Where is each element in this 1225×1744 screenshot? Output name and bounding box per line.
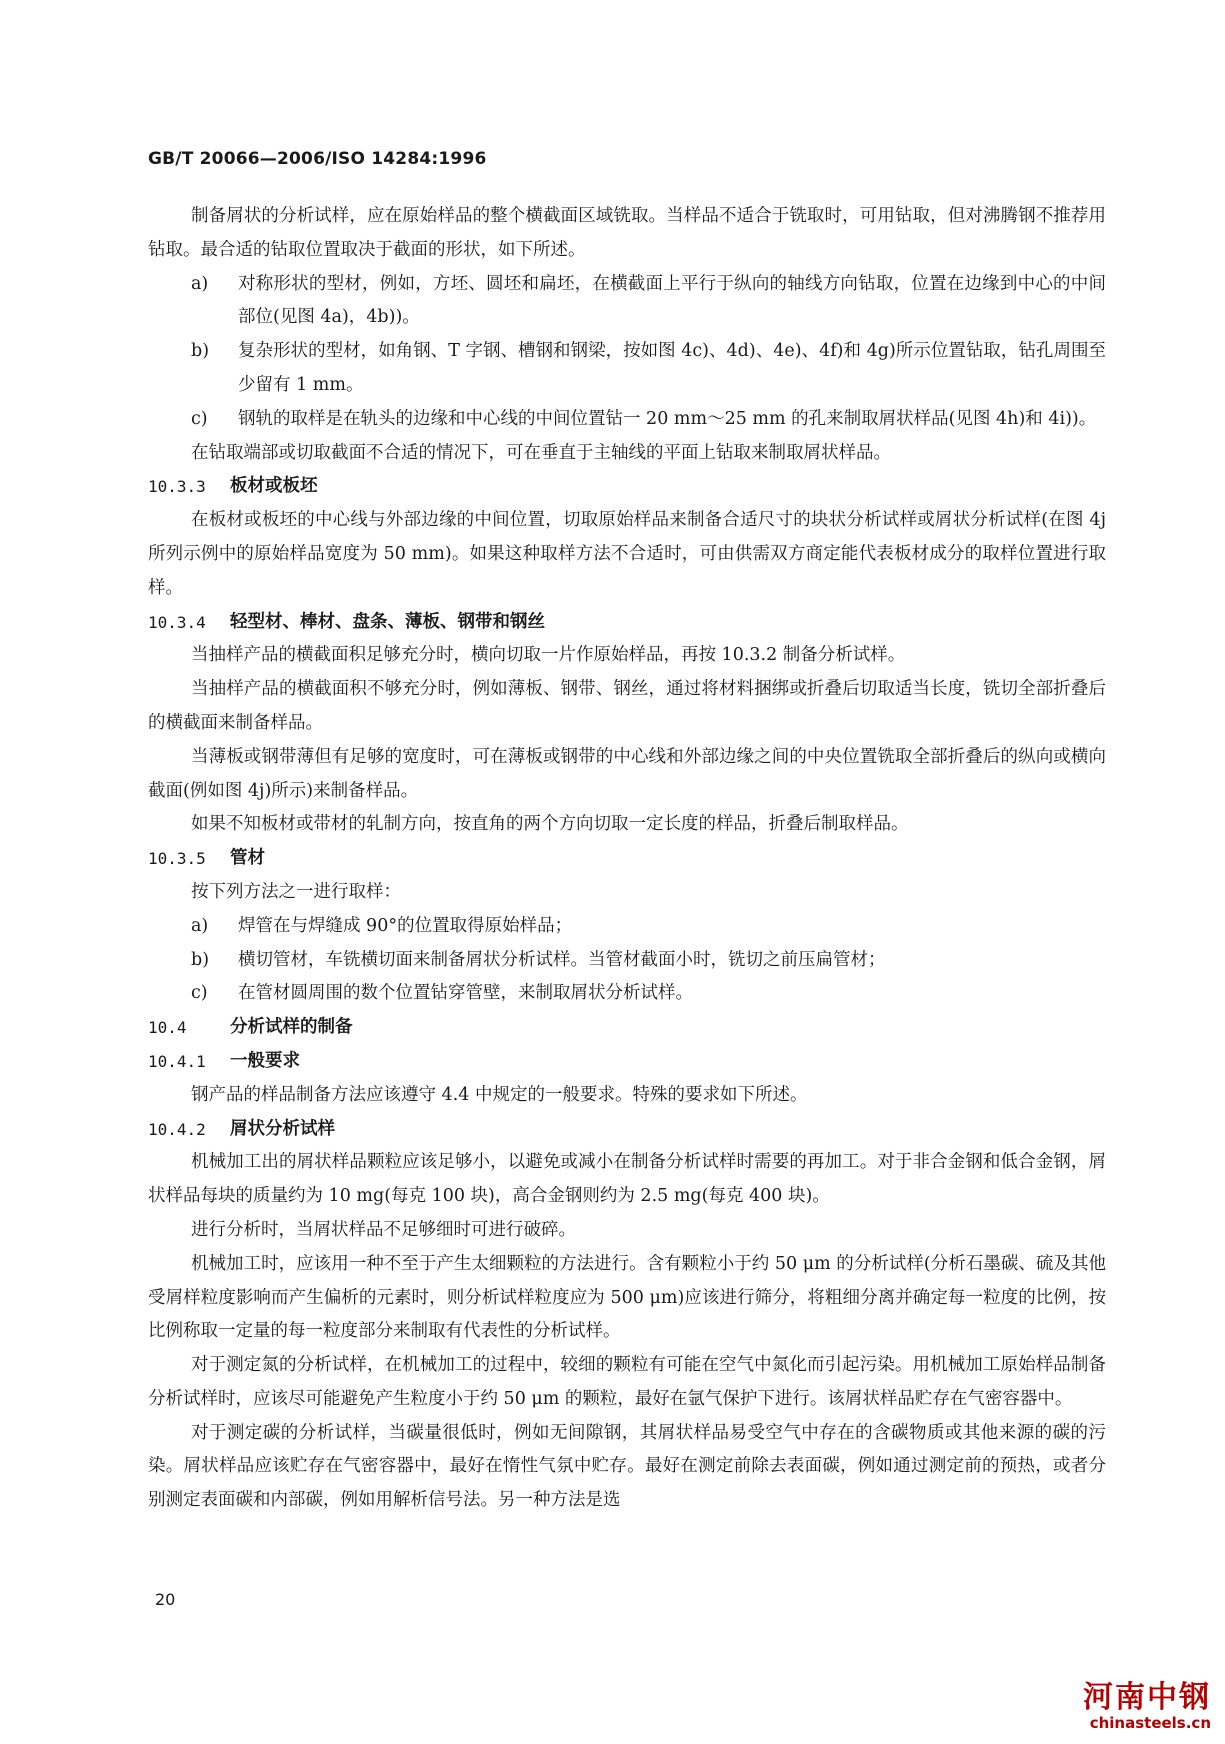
list-item — [148, 944, 1106, 978]
list-item-text: 横切管材，车铣横切面来制备屑状分析试样。当管材截面小时，铣切之前压扁管材； — [238, 949, 886, 970]
section-number: 10.3.5 — [148, 849, 206, 869]
section-title: 一般要求 — [230, 1050, 300, 1071]
paragraph: 在钻取端部或切取截面不合适的情况下，可在垂直于主轴线的平面上钻取来制取屑状样品。 — [191, 442, 891, 463]
watermark-logo — [1083, 1682, 1211, 1732]
paragraph: 对于测定氮的分析试样，在机械加工的过程中，较细的颗粒有可能在空气中氮化而引起污染。用机械加工原始样品制备分析试样时，应该尽可能避免产生粒度小于约 50 μm 的颗粒，最好在氩气保护下进行。该屑状样品贮存在气密容器中。 — [148, 1355, 1106, 1409]
section-heading — [148, 1045, 1106, 1079]
list-item-text: 对称形状的型材，例如，方坯、圆坯和扁坯，在横截面上平行于纵向的轴线方向钻取，位置在边缘到中心的中间部位(见图 4a)，4b))。 — [238, 273, 1106, 328]
paragraph: 机械加工时，应该用一种不至于产生太细颗粒的方法进行。含有颗粒小于约 50 μm 的分析试样(分析石墨碳、硫及其他受屑样粒度影响而产生偏析的元素时，则分析试样粒度应为 500 μm)应该进行筛分，将粗细分离并确定每一粒度的比例，按比例称取一定量的每一粒度部分来制取有代表性的分析试样。 — [148, 1253, 1106, 1342]
paragraph: 当抽样产品的横截面积足够充分时，横向切取一片作原始样品，再按 10.3.2 制备分析试样。 — [191, 645, 906, 666]
list-item-text: 钢轨的取样是在轨头的边缘和中心线的中间位置钻一 20 mm～25 mm 的孔来制取屑状样品(见图 4h)和 4i))。 — [238, 408, 1097, 429]
section-heading — [148, 470, 1106, 504]
page-number: 20 — [155, 1590, 176, 1609]
section-number: 10.4 — [148, 1018, 187, 1038]
list-item-marker: b) — [191, 949, 210, 970]
section-title: 板材或板坯 — [230, 476, 318, 497]
list-item — [148, 910, 1106, 944]
section-number: 10.4.1 — [148, 1051, 206, 1071]
section-title: 管材 — [230, 848, 265, 869]
paragraph: 进行分析时，当屑状样品不足够细时可进行破碎。 — [191, 1219, 576, 1240]
list-item-text: 在管材圆周围的数个位置钻穿管壁，来制取屑状分析试样。 — [238, 983, 693, 1004]
paragraph: 在板材或板坯的中心线与外部边缘的中间位置，切取原始样品来制备合适尺寸的块状分析试样或屑状分析试样(在图 4j 所列示例中的原始样品宽度为 50 mm)。如果这种取样方法不合适时，可由供需双方商定能代表板材成分的取样位置进行取样。 — [148, 510, 1106, 598]
section-heading — [148, 1011, 1106, 1045]
list-item-marker: c) — [191, 408, 208, 429]
section-title: 轻型材、棒材、盘条、薄板、钢带和钢丝 — [230, 611, 545, 632]
list-item-text: 复杂形状的型材，如角钢、T 字钢、槽钢和钢梁，按如图 4c)、4d)、4e)、4f)和 4g)所示位置钻取，钻孔周围至少留有 1 mm。 — [238, 341, 1106, 395]
list-item-marker: a) — [191, 915, 209, 936]
list-item-marker: b) — [191, 341, 210, 362]
body-text — [148, 200, 1106, 1518]
watermark-name: 河南中钢 — [1083, 1680, 1211, 1715]
paragraph: 机械加工出的屑状样品颗粒应该足够小，以避免或减小在制备分析试样时需要的再加工。对于非合金钢和低合金钢，屑状样品每块的质量约为 10 mg(每克 100 块)，高合金钢则约为 2.5 mg(每克 400 块)。 — [148, 1152, 1106, 1207]
list-item-marker: c) — [191, 983, 208, 1004]
paragraph: 制备屑状的分析试样，应在原始样品的整个横截面区域铣取。当样品不适合于铣取时，可用钻取，但对沸腾钢不推荐用钻取。最合适的钻取位置取决于截面的形状，如下所述。 — [148, 206, 1106, 260]
section-title: 屑状分析试样 — [230, 1118, 335, 1139]
paragraph: 钢产品的样品制备方法应该遵守 4.4 中规定的一般要求。特殊的要求如下所述。 — [191, 1084, 808, 1105]
section-heading — [148, 1113, 1106, 1147]
section-number: 10.3.4 — [148, 612, 206, 632]
watermark-url: chinasteels.cn — [1089, 1714, 1211, 1732]
paragraph: 按下列方法之一进行取样： — [191, 881, 401, 902]
section-number: 10.3.3 — [148, 477, 206, 497]
list-item — [148, 335, 1106, 403]
section-number: 10.4.2 — [148, 1119, 206, 1139]
list-item-marker: a) — [191, 273, 209, 294]
paragraph: 对于测定碳的分析试样，当碳量很低时，例如无间隙钢，其屑状样品易受空气中存在的含碳物质或其他来源的碳的污染。屑状样品应该贮存在气密容器中，最好在惰性气氛中贮存。最好在测定前除去表面碳，例如通过测定前的预热，或者分别测定表面碳和内部碳，例如用解析信号法。另一种方法是选 — [148, 1422, 1106, 1511]
list-item — [148, 977, 1106, 1011]
standard-number-header: GB/T 20066—2006/ISO 14284:1996 — [148, 149, 487, 169]
section-heading — [148, 842, 1106, 876]
list-item — [148, 268, 1106, 336]
section-title: 分析试样的制备 — [230, 1017, 353, 1038]
section-heading — [148, 606, 1106, 640]
paragraph: 如果不知板材或带材的轧制方向，按直角的两个方向切取一定长度的样品，折叠后制取样品。 — [191, 814, 909, 835]
paragraph: 当薄板或钢带薄但有足够的宽度时，可在薄板或钢带的中心线和外部边缘之间的中央位置铣取全部折叠后的纵向或横向截面(例如图 4j)所示)来制备样品。 — [148, 746, 1106, 801]
list-item-text: 焊管在与焊缝成 90°的位置取得原始样品； — [238, 915, 573, 936]
paragraph: 当抽样产品的横截面积不够充分时，例如薄板、钢带、钢丝，通过将材料捆绑或折叠后切取适当长度，铣切全部折叠后的横截面来制备样品。 — [148, 679, 1106, 733]
list-item — [148, 403, 1106, 437]
